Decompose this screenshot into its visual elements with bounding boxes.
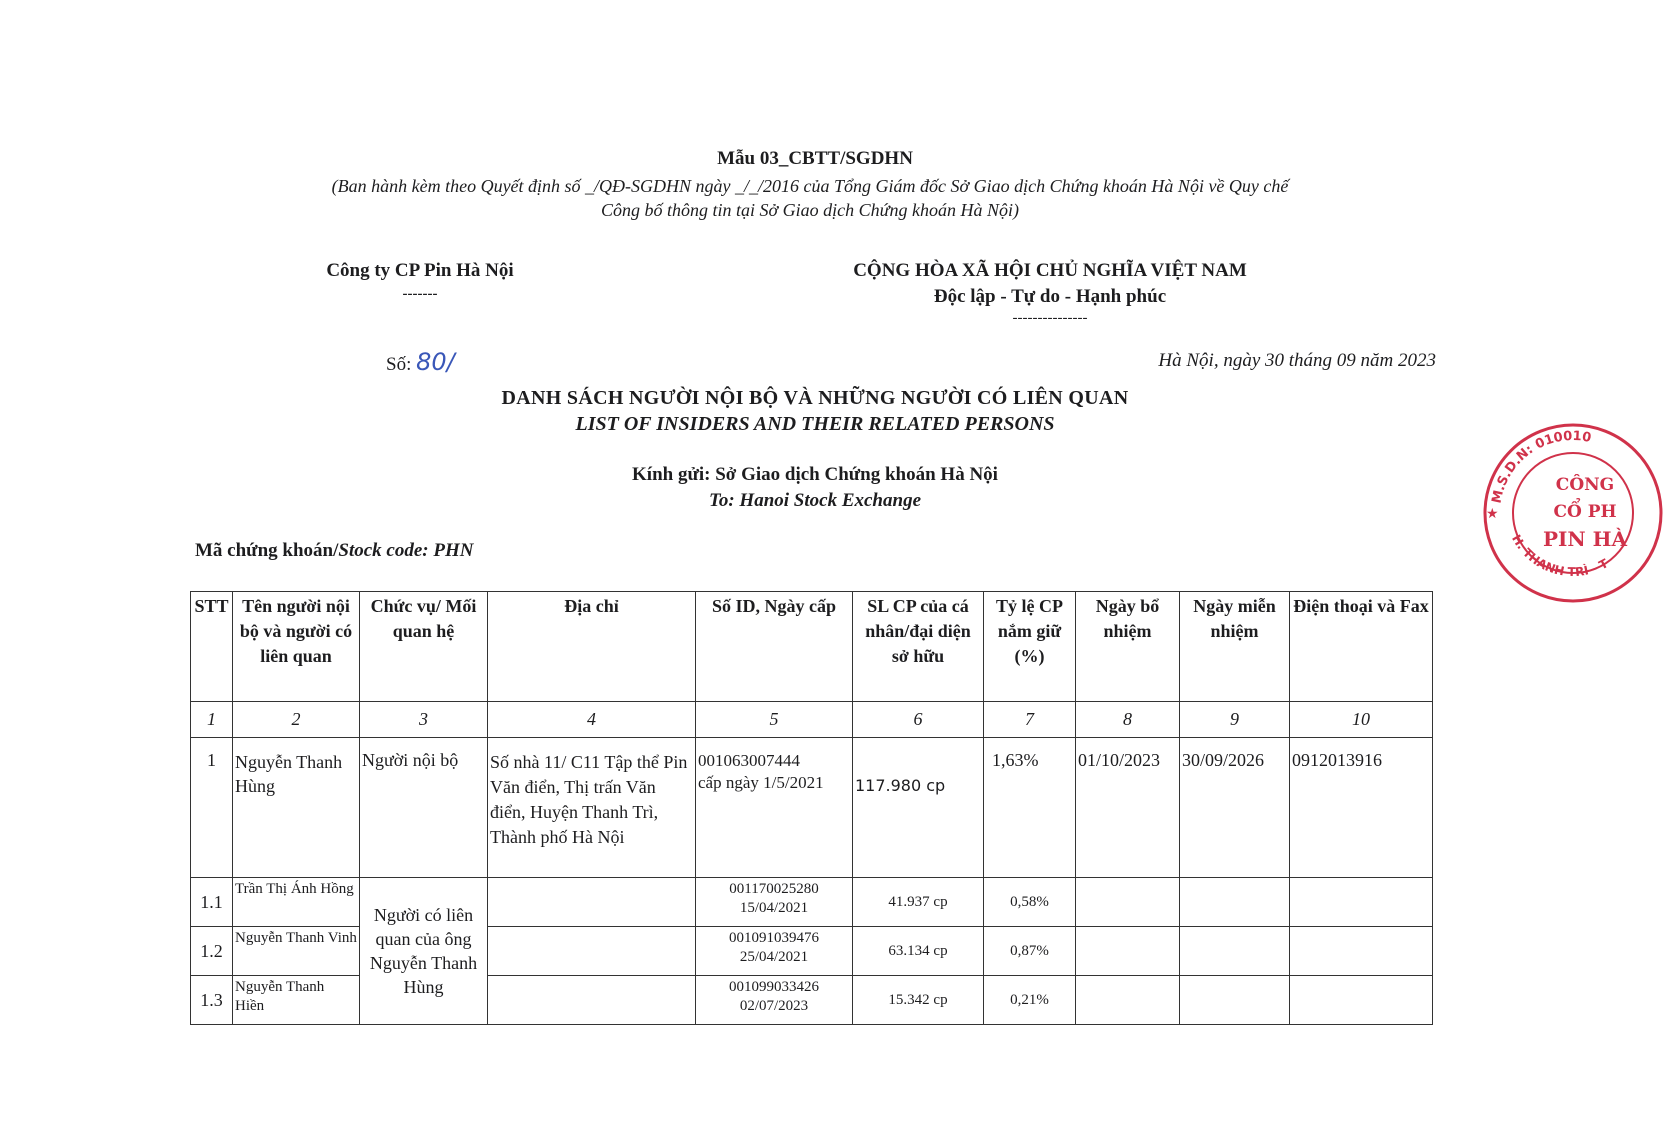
column-number: 7 <box>984 702 1076 738</box>
stock-code <box>195 540 473 562</box>
id-number: 001091039476 <box>729 930 819 946</box>
column-number-row <box>191 702 1433 738</box>
id-date: 02/07/2023 <box>739 998 809 1014</box>
id-number: 001099033426 <box>729 979 819 995</box>
cell-id <box>696 927 853 976</box>
header-cell: Tên người nội bộ và người có liên quan <box>233 592 360 702</box>
list-title-vi: DANH SÁCH NGƯỜI NỘI BỘ VÀ NHỮNG NGƯỜI CÓ LIÊN QUAN <box>501 387 1129 409</box>
cell-name: Nguyễn Thanh Hiền <box>233 976 360 1025</box>
id-date: 25/04/2021 <box>739 949 809 965</box>
cell-id <box>696 738 853 878</box>
cell-ratio: 0,87% <box>984 927 1076 976</box>
cell-shares: 41.937 cp <box>853 878 984 927</box>
cell-dismissed <box>1180 976 1290 1025</box>
decree-line-2: Công bố thông tin tại Sở Giao dịch Chứng khoán Hà Nội) <box>601 200 1019 220</box>
recipient-en: To: Hanoi Stock Exchange <box>708 490 921 511</box>
stock-code-label: Mã chứng khoán/ <box>195 540 339 561</box>
cell-ratio: 0,21% <box>984 976 1076 1025</box>
header-cell: Địa chỉ <box>488 592 696 702</box>
id-date: 15/04/2021 <box>739 900 809 916</box>
cell-phone <box>1290 976 1433 1025</box>
cell-phone: 0912013916 <box>1290 738 1433 878</box>
seal-bottom-text: H. THANH TRÌ - T <box>1509 532 1611 580</box>
cell-name: Trần Thị Ánh Hồng <box>233 878 360 927</box>
cell-appointed <box>1076 927 1180 976</box>
header-cell: STT <box>191 592 233 702</box>
cell-shares: 117.980 cp <box>853 738 984 878</box>
header-cell: Ngày miễn nhiệm <box>1180 592 1290 702</box>
header-cell: Ngày bổ nhiệm <box>1076 592 1180 702</box>
number-handwritten: 80/ <box>416 348 455 376</box>
stock-code-value: Stock code: PHN <box>338 540 474 561</box>
cell-ratio: 1,63% <box>984 738 1076 878</box>
id-number: 001170025280 <box>729 881 819 897</box>
cell-id <box>696 878 853 927</box>
column-number: 9 <box>1180 702 1290 738</box>
column-number: 5 <box>696 702 853 738</box>
cell-address: Số nhà 11/ C11 Tập thể Pin Văn điển, Thị trấn Văn điển, Huyện Thanh Trì, Thành phố Hà Nội <box>488 738 696 878</box>
id-number: 001063007444 <box>698 751 800 770</box>
column-number: 1 <box>191 702 233 738</box>
seal-line-2: CỔ PH <box>1553 502 1617 522</box>
cell-name: Nguyễn Thanh Vinh <box>233 927 360 976</box>
cell-phone <box>1290 878 1433 927</box>
table-header-row <box>191 592 1433 702</box>
seal-line-1: CÔNG <box>1555 475 1615 495</box>
national-motto: Độc lập - Tự do - Hạnh phúc <box>933 286 1167 307</box>
motto-divider: --------------- <box>1012 310 1088 326</box>
date-line: Hà Nội, ngày 30 tháng 09 năm 2023 <box>1158 350 1436 371</box>
cell-id <box>696 976 853 1025</box>
national-title: CỘNG HÒA XÃ HỘI CHỦ NGHĨA VIỆT NAM <box>853 260 1247 281</box>
cell-phone <box>1290 927 1433 976</box>
cell-stt: 1.1 <box>191 878 233 927</box>
header-cell: Chức vụ/ Mối quan hệ <box>360 592 488 702</box>
header-cell: Điện thoại và Fax <box>1290 592 1433 702</box>
cell-dismissed <box>1180 927 1290 976</box>
cell-appointed <box>1076 878 1180 927</box>
cell-address <box>488 976 696 1025</box>
insiders-table <box>190 591 1433 1025</box>
cell-appointed: 01/10/2023 <box>1076 738 1180 878</box>
column-number: 3 <box>360 702 488 738</box>
number-label: Số: <box>386 354 412 375</box>
column-number: 2 <box>233 702 360 738</box>
cell-stt: 1.2 <box>191 927 233 976</box>
cell-relation: Người có liên quan của ông Nguyễn Thanh Hùng <box>360 878 488 1025</box>
seal-star-icon: ★ <box>1486 507 1499 522</box>
column-number: 10 <box>1290 702 1433 738</box>
column-number: 6 <box>853 702 984 738</box>
decree-note <box>210 174 1410 222</box>
column-number: 8 <box>1076 702 1180 738</box>
cell-name: Nguyễn Thanh Hùng <box>233 738 360 878</box>
company-divider: ------- <box>402 286 438 302</box>
seal-center-text <box>1530 472 1640 553</box>
header-cell: SL CP của cá nhân/đại diện sở hữu <box>853 592 984 702</box>
column-number: 4 <box>488 702 696 738</box>
company-name: Công ty CP Pin Hà Nội <box>326 260 514 281</box>
decree-line-1: (Ban hành kèm theo Quyết định số _/QĐ-SGDHN ngày _/_/2016 của Tổng Giám đốc Sở Giao dịch Chứng khoán Hà Nội về Quy chế <box>331 176 1289 196</box>
cell-shares: 15.342 cp <box>853 976 984 1025</box>
id-date: cấp ngày 1/5/2021 <box>698 773 824 792</box>
form-code: Mẫu 03_CBTT/SGDHN <box>717 148 913 169</box>
cell-appointed <box>1076 976 1180 1025</box>
cell-stt: 1 <box>191 738 233 878</box>
recipient-vi: Kính gửi: Sở Giao dịch Chứng khoán Hà Nội <box>632 464 998 485</box>
cell-dismissed <box>1180 878 1290 927</box>
seal-line-3: PIN HÀ <box>1542 527 1628 551</box>
cell-dismissed: 30/09/2026 <box>1180 738 1290 878</box>
cell-address <box>488 878 696 927</box>
cell-stt: 1.3 <box>191 976 233 1025</box>
seal-ring-text: M.S.D.N: 010010 <box>1489 428 1593 505</box>
header-cell: Tỷ lệ CP nắm giữ (%) <box>984 592 1076 702</box>
table-row <box>191 738 1433 878</box>
table-row <box>191 878 1433 927</box>
list-title-en: LIST OF INSIDERS AND THEIR RELATED PERSONS <box>575 413 1055 435</box>
cell-shares: 63.134 cp <box>853 927 984 976</box>
cell-position: Người nội bộ <box>360 738 488 878</box>
document-number <box>386 348 455 376</box>
cell-ratio: 0,58% <box>984 878 1076 927</box>
cell-address <box>488 927 696 976</box>
header-cell: Số ID, Ngày cấp <box>696 592 853 702</box>
